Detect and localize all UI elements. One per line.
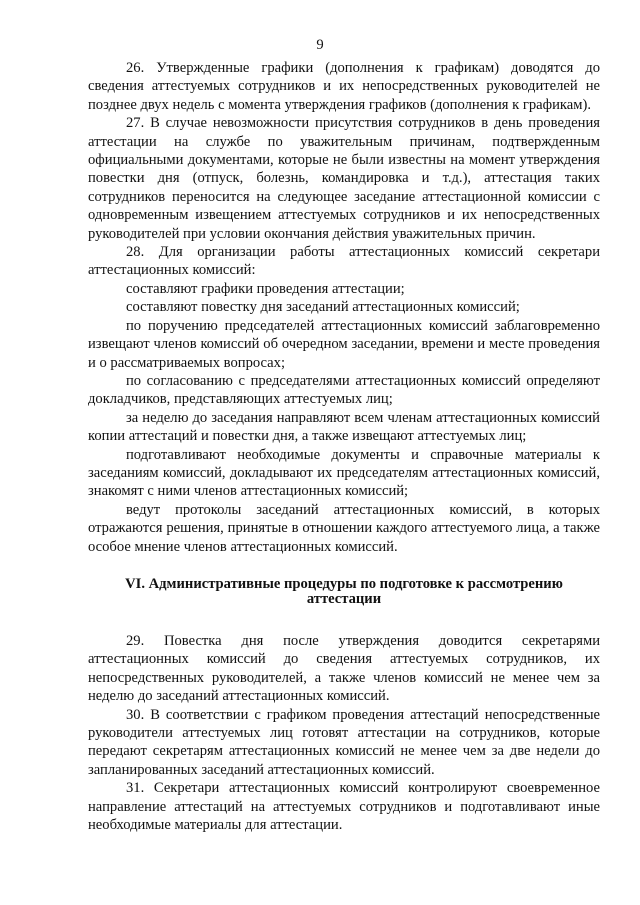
- list-item-agenda: составляют повестку дня заседаний аттестационных комиссий;: [126, 299, 520, 316]
- list-item-prepare-documents: подготавливают необходимые документы и справочные материалы к заседаниям комиссий, докладывают их председателям аттестационных комиссий, знакомят с ними членов аттестационных комиссий;: [88, 446, 600, 500]
- list-item-notify-members: по поручению председателей аттестационных комиссий заблаговременно извещают членов комиссий об очередном заседании, времени и месте проведения и о рассматриваемых вопросах;: [88, 317, 600, 371]
- list-item-speakers: по согласованию с председателями аттестационных комиссий определяют докладчиков, представляющих аттестуемых лиц;: [88, 372, 600, 408]
- paragraph-27: 27. В случае невозможности присутствия сотрудников в день проведения аттестации на службе по уважительным причинам, подтвержденным официальными документами, которые не были известны на момент утверждения повестки дня (отпуск, болезнь, командировка и т.д.), аттестация таких сотрудников переносится на следующее заседание аттестационной комиссии с одновременным извещением аттестуемых сотрудников и их непосредственных руководителей при условии окончания действия уважительных причин.: [88, 115, 600, 242]
- paragraph-26: 26. Утвержденные графики (дополнения к графикам) доводятся до сведения аттестуемых сотрудников и их непосредственных руководителей не позднее двух недель с момента утверждения графиков (дополнения к графикам).: [88, 60, 600, 113]
- document-body: [88, 59, 600, 834]
- list-item-schedules: составляют графики проведения аттестации;: [126, 280, 405, 297]
- page-number: 9: [316, 37, 324, 53]
- list-item-send-copies: за неделю до заседания направляют всем членам аттестационных комиссий копии аттестаций и повестки дня, а также извещают аттестуемых лиц;: [88, 409, 600, 445]
- section-heading: VI. Административные процедуры по подготовке к рассмотрению аттестации: [125, 575, 563, 607]
- paragraph-30: 30. В соответствии с графиком проведения аттестаций непосредственные руководители аттестуемых лиц готовят аттестации на сотрудников, которые передают секретарям аттестационных комиссий не менее чем за две недели до запланированных заседаний аттестационных комиссий.: [88, 706, 600, 778]
- paragraph-28: 28. Для организации работы аттестационных комиссий секретари аттестационных комиссий:: [88, 244, 600, 279]
- paragraph-29: 29. Повестка дня после утверждения доводится секретарями аттестационных комиссий до сведения аттестуемых сотрудников, их непосредственных руководителей, а также членов комиссий не менее чем за неделю до заседаний аттестационных комиссий.: [88, 632, 600, 705]
- list-item-minutes: ведут протоколы заседаний аттестационных комиссий, в которых отражаются решения, принятые в отношении каждого аттестуемого лица, а также особое мнение членов аттестационных комиссий.: [88, 501, 600, 555]
- paragraph-31: 31. Секретари аттестационных комиссий контролируют своевременное направление аттестаций на аттестуемых сотрудников и подготавливают иные необходимые материалы для аттестации.: [88, 780, 600, 834]
